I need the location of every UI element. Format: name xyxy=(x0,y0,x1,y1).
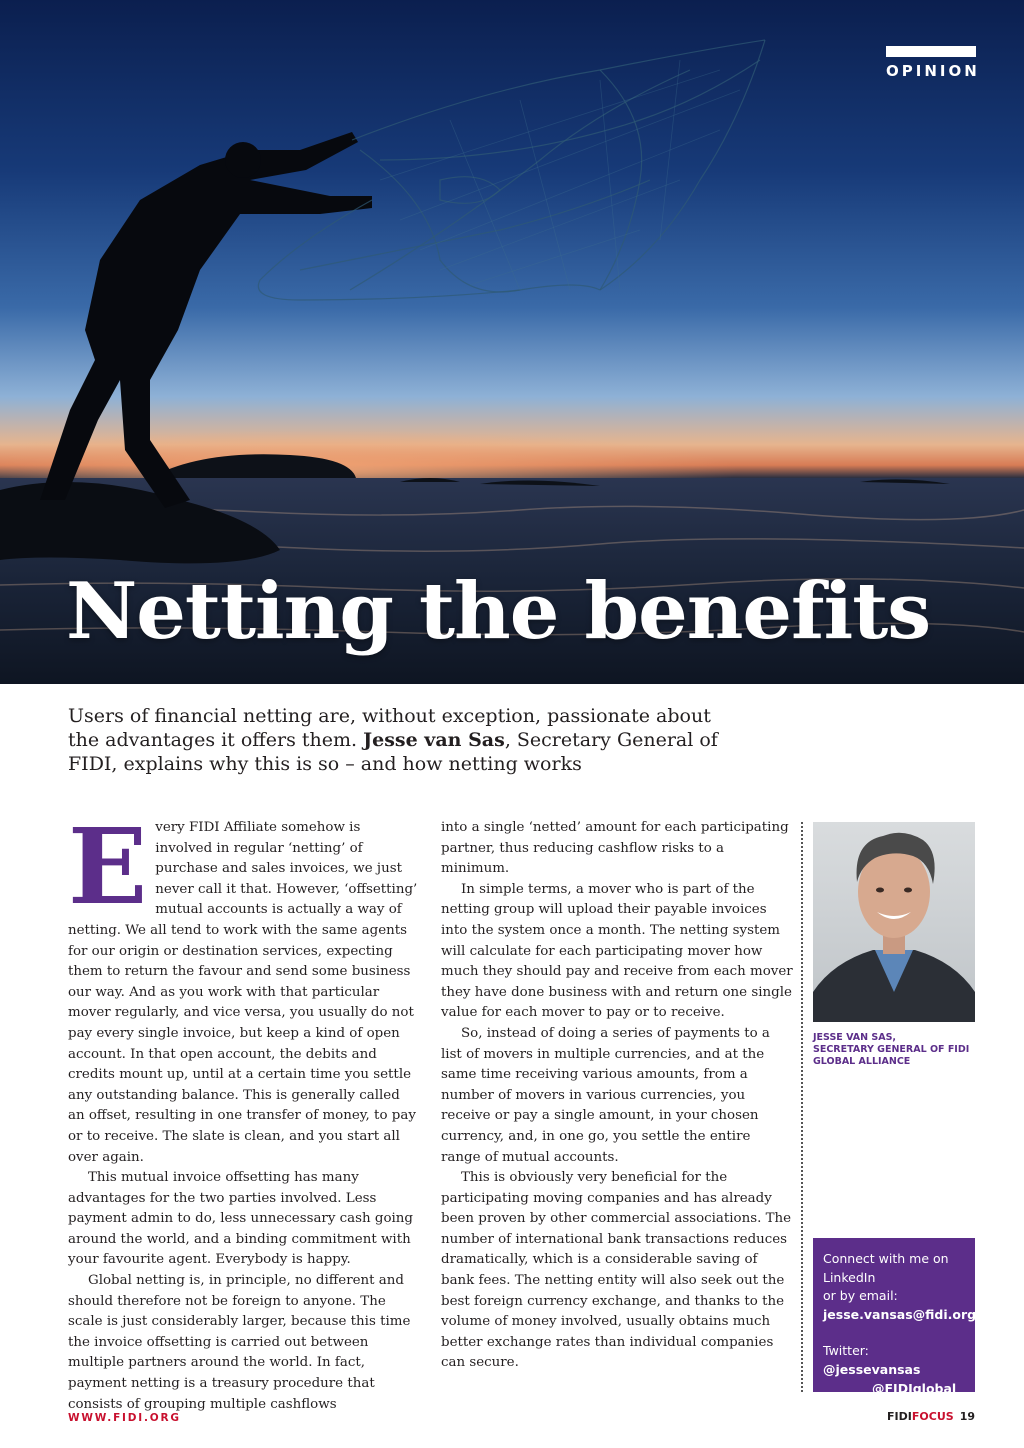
twitter-handle-fidi[interactable]: @FIDIglobal xyxy=(872,1380,957,1396)
section-bar xyxy=(886,46,976,57)
author-portrait-illustration xyxy=(813,822,975,1022)
body-column-1 xyxy=(68,805,418,1415)
connect-box xyxy=(813,1238,977,1396)
paragraph-text: very FIDI Affiliate somehow is involved in regular ‘netting’ of purchase and sales invoices, we just never call it that. However, ‘offsetting’ mutual accounts is actually a way of netting. We all tend to work with the same agents for our origin or destination services, expecting them to return the favour and send some business our way. And as you work with that particular mover regularly, and vice versa, you usually do not pay every single invoice, but keep a kind of open account. In that open account, the debits and credits mount up, until at a certain time you settle any outstanding balance. This is generally called an offset, resulting in one transfer of money, to pay or to receive. The slate is clean, and you start all over again. xyxy=(68,820,418,1165)
standfirst-author: Jesse van Sas xyxy=(363,729,505,751)
linkedin-link[interactable]: LinkedIn xyxy=(823,1269,876,1285)
paragraph: This mutual invoice offsetting has many advantages for the two parties involved. Less payment admin to do, less unnecessary cash going around the world, and a binding commitment with your favourite agent. Everybody is happy. xyxy=(68,1170,413,1268)
footer-brand xyxy=(887,1410,975,1423)
brand-fidi: FIDI xyxy=(887,1410,912,1423)
caption-line: GLOBAL ALLIANCE xyxy=(813,1056,911,1067)
spacer xyxy=(823,1324,965,1342)
brand-focus: FOCUS xyxy=(911,1410,954,1423)
paragraph: into a single ‘netted’ amount for each participating partner, thus reducing cashflow risks to a minimum. xyxy=(441,820,789,877)
standfirst-rest: , Secretary General of FIDI, explains why this is so – and how netting works xyxy=(68,729,718,775)
standfirst-lead: Users of financial netting are, without exception, passionate about the advantages it offers them. xyxy=(68,705,711,751)
drop-cap: E xyxy=(68,805,148,928)
author-caption xyxy=(813,1032,983,1068)
author-photo xyxy=(813,822,975,1022)
footer-website[interactable]: WWW.FIDI.ORG xyxy=(68,1412,181,1424)
twitter-label: Twitter: xyxy=(823,1343,869,1359)
headline: Netting the benefits xyxy=(66,566,931,657)
email-link[interactable]: jesse.vansas@fidi.org xyxy=(823,1306,977,1322)
connect-line: Connect with me on xyxy=(823,1251,949,1266)
caption-line: JESSE VAN SAS, xyxy=(813,1032,897,1043)
column-divider xyxy=(801,822,803,1392)
standfirst xyxy=(68,704,728,776)
paragraph: Global netting is, in principle, no different and should therefore not be foreign to anyone. The scale is just considerably larger, because this time the invoice offsetting is carried out between multiple partners around the world. In fact, payment netting is a treasury procedure that consists of grouping multiple cashflows xyxy=(68,1273,411,1412)
twitter-row xyxy=(823,1342,965,1379)
paragraph: So, instead of doing a series of payments to a list of movers in multiple currencies, and at the same time receiving various amounts, from a number of movers in various currencies, you receive or pay a single amount, in your chosen currency, and, in one go, you settle the entire range of mutual accounts. xyxy=(441,1025,770,1165)
connect-line: or by email: xyxy=(823,1288,898,1304)
caption-line: SECRETARY GENERAL OF FIDI xyxy=(813,1044,970,1055)
page-number: 19 xyxy=(959,1410,975,1423)
section-label: OPINION xyxy=(886,62,980,80)
paragraph: In simple terms, a mover who is part of the netting group will upload their payable invoices into the system once a month. The netting system will calculate for each participating mover how much they should pay and receive from each mover they have done business with and return one single value for each mover to pay or to receive. xyxy=(441,881,793,1021)
paragraph: This is obviously very beneficial for the participating moving companies and has already been proven by other commercial associations. The number of international bank transactions reduces dramatically, which is a considerable saving of bank fees. The netting entity will also seek out the best foreign currency exchange, and thanks to the volume of money involved, usually obtains much better exchange rates than individual companies can secure. xyxy=(441,1170,792,1371)
hero-image xyxy=(0,0,1024,684)
paragraph xyxy=(68,805,418,1168)
twitter-handle-personal[interactable]: @jessevansas xyxy=(823,1361,921,1377)
body-column-2 xyxy=(441,818,793,1374)
